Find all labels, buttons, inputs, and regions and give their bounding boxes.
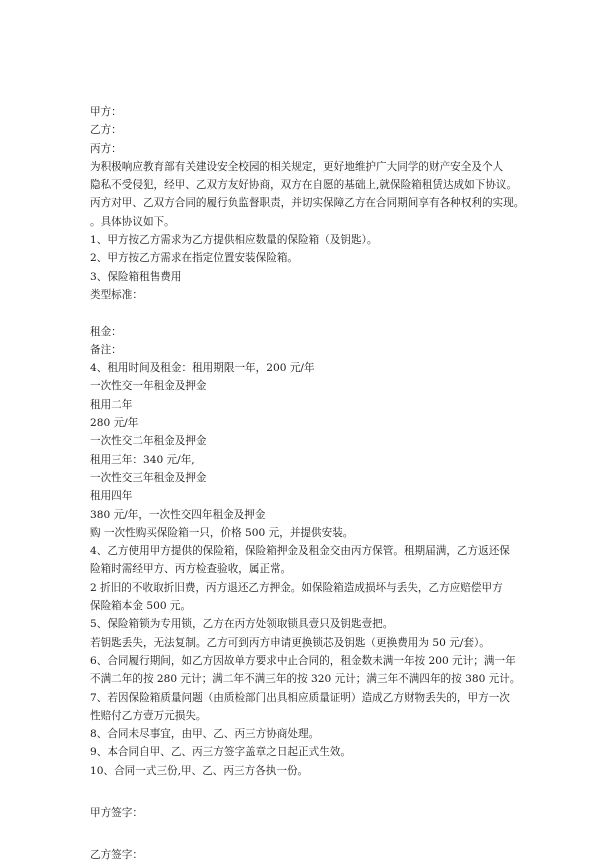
- clause-6-line-1: 6、合同履行期间，如乙方因故单方要求中止合同的，租金数未满一年按 200 元计；满一年: [90, 654, 516, 667]
- clause-9: 9、本合同自甲、乙、丙三方签字盖章之日起正式生效。: [90, 746, 351, 759]
- clause-4-rent-7: 一次性交三年租金及押金: [90, 471, 207, 484]
- clause-8: 8、合同未尽事宜，由甲、乙、丙三方协商处理。: [90, 728, 320, 741]
- party-c-label: 丙方：: [90, 142, 122, 155]
- party-a-label: 甲方：: [90, 106, 122, 118]
- clause-5-line-2: 若钥匙丢失，无法复制。乙方可到丙方申请更换锁芯及钥匙（更换费用为 50 元/套）。: [90, 636, 490, 649]
- clause-depreciation-line-2: 保险箱本金 500 元。: [90, 600, 192, 613]
- clause-7-line-2: 性赔付乙方壹万元损失。: [90, 709, 207, 722]
- preamble-line-2: 隐私不受侵犯，经甲、乙双方友好协商，双方在自愿的基础上,就保险箱租赁达成如下协议。: [90, 179, 518, 192]
- rent-label: 租金：: [90, 325, 122, 338]
- clause-4-purchase: 购 一次性购买保险箱一只，价格 500 元，并提供安装。: [90, 526, 354, 539]
- party-a-signature-label: 甲方签字：: [90, 806, 143, 819]
- clause-6-line-2: 不满二年的按 280 元计；满二年不满三年的按 320 元计；满三年不满四年的按 380 元计。: [90, 673, 521, 686]
- party-b-label: 乙方：: [90, 124, 122, 137]
- clause-2: 2、甲方按乙方需求在指定位置安装保险箱。: [90, 252, 299, 265]
- clause-4b-line-2: 险箱时需经甲方、丙方检查验收，属正常。: [90, 563, 292, 576]
- clause-depreciation-line-1: 2 折旧的不收取折旧费，丙方退还乙方押金。如保险箱造成损坏与丢失，乙方应赔偿甲方: [90, 581, 503, 594]
- clause-4b-line-1: 4、乙方使用甲方提供的保险箱，保险箱押金及租金交由丙方保管。租期届满，乙方返还保: [90, 545, 510, 558]
- clause-4-rent-1: 4、租用时间及租金：租用期限一年，200 元/年: [90, 362, 315, 375]
- preamble-line-1: 为积极响应教育部有关建设安全校园的相关规定，更好地维护广大同学的财产安全及个人: [90, 160, 504, 173]
- blank-line: [90, 304, 530, 322]
- clause-10: 10、合同一式三份,甲、乙、丙三方各执一份。: [90, 764, 309, 777]
- clause-7-line-1: 7、若因保险箱质量问题（由质检部门出具相应质量证明）造成乙方财物丢失的，甲方一次: [90, 691, 510, 704]
- blank-line: [90, 822, 530, 846]
- type-standard-label: 类型标准：: [90, 288, 143, 301]
- preamble-line-3: 丙方对甲、乙双方合同的履行负监督职责，并切实保障乙方在合同期间享有各种权利的实现。: [90, 197, 525, 210]
- clause-4-rent-4: 280 元/年: [90, 417, 139, 430]
- preamble-line-4: 。具体协议如下。: [90, 215, 175, 228]
- blank-line: [90, 780, 530, 804]
- party-b-signature-label: 乙方签字：: [90, 849, 143, 862]
- clause-4-rent-8: 租用四年: [90, 490, 133, 503]
- clause-3-title: 3、保险箱租售费用: [90, 270, 182, 283]
- clause-5-line-1: 5、保险箱锁为专用锁，乙方在丙方处领取锁具壹只及钥匙壹把。: [90, 618, 394, 631]
- clause-4-rent-5: 一次性交二年租金及押金: [90, 435, 207, 448]
- clause-4-rent-3: 租用二年: [90, 398, 133, 411]
- agreement-text: [90, 103, 530, 865]
- clause-1: 1、甲方按乙方需求为乙方提供相应数量的保险箱（及钥匙）。: [90, 234, 378, 247]
- remarks-label: 备注：: [90, 343, 122, 356]
- clause-4-rent-9: 380 元/年，一次性交四年租金及押金: [90, 508, 266, 521]
- clause-4-rent-6: 租用三年：340 元/年,: [90, 453, 195, 466]
- clause-4-rent-2: 一次性交一年租金及押金: [90, 380, 207, 393]
